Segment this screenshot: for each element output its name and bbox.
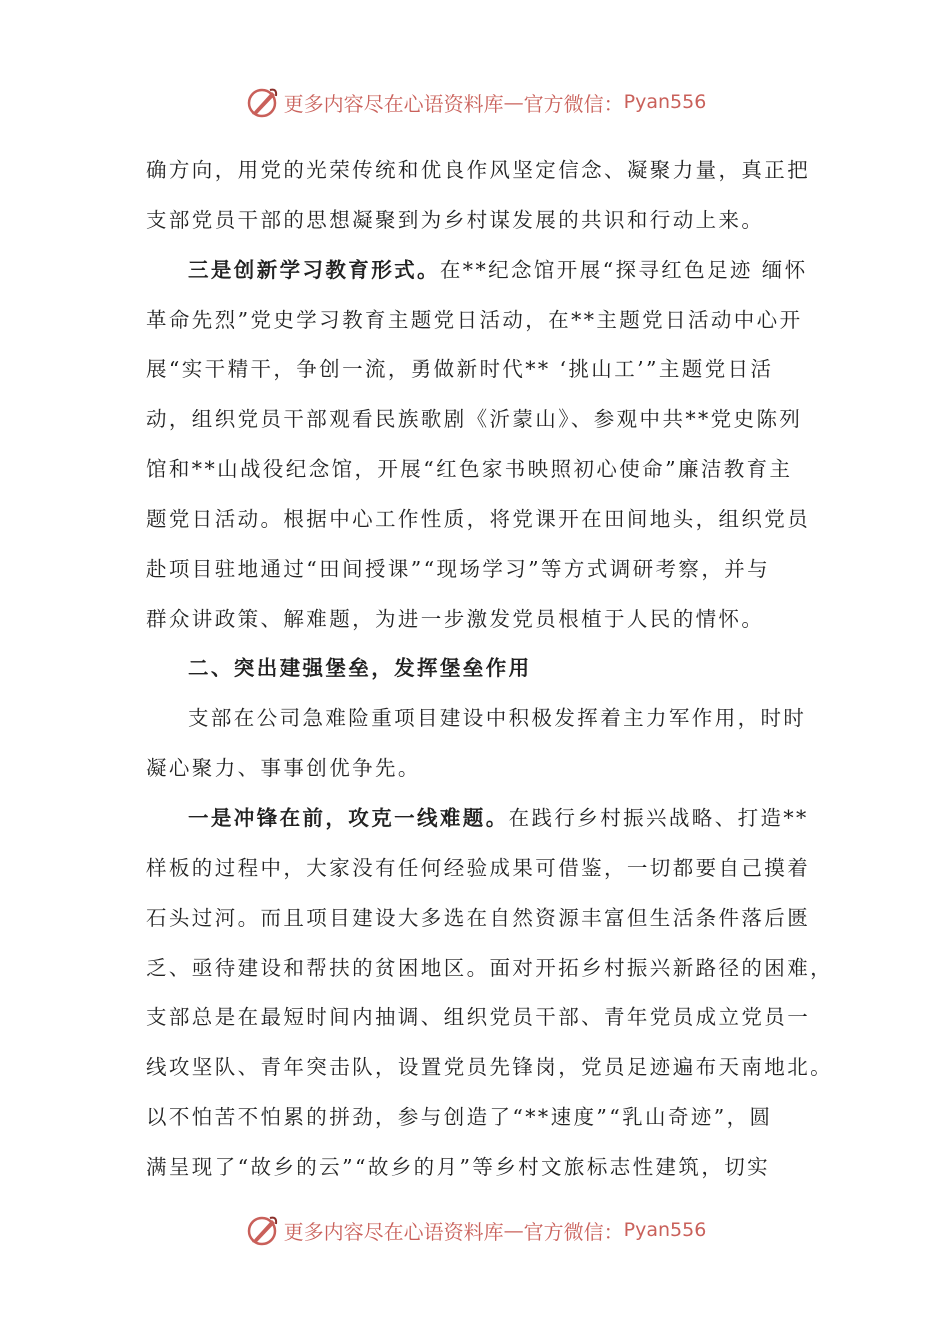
quill-logo-icon <box>244 1212 280 1248</box>
watermark-id: Pyan556 <box>623 91 707 113</box>
text-line: 支部在公司急难险重项目建设中积极发挥着主力军作用，时时 <box>188 706 807 731</box>
text-run: 在践行乡村振兴战略、打造** <box>508 805 809 830</box>
footer-watermark <box>0 1210 950 1250</box>
paragraph-lead: 三是创新学习教育形式。 <box>188 257 440 282</box>
paragraph-lead: 一是冲锋在前，攻克一线难题。 <box>188 805 509 830</box>
text-line: 以不怕苦不怕累的拼劲，参与创造了“**速度”“乳山奇迹”，圆 <box>146 1105 773 1130</box>
quill-logo-icon <box>244 84 280 120</box>
text-line: 馆和**山战役纪念馆，开展“红色家书映照初心使命”廉洁教育主 <box>146 457 793 482</box>
text-line: 展“实干精干，争创一流，勇做新时代** ‘挑山工’”主题党日活 <box>146 357 774 382</box>
watermark-label: 官方微信： <box>523 91 624 116</box>
watermark-label: 官方微信： <box>523 1219 624 1244</box>
text-line: 线攻坚队、青年突击队，设置党员先锋岗，党员足迹遍布天南地北。 <box>146 1055 833 1080</box>
watermark-brand: 更多内容尽在心语资料库 <box>283 91 504 116</box>
text-line: 确方向，用党的光荣传统和优良作风坚定信念、凝聚力量，真正把 <box>146 158 811 182</box>
text-line: 样板的过程中，大家没有任何经验成果可借鉴，一切都要自己摸着 <box>146 855 811 880</box>
watermark-separator: — <box>503 90 524 114</box>
text-line: 动，组织党员干部观看民族歌剧《沂蒙山》、参观中共**党史陈列 <box>146 407 803 432</box>
text-line: 支部党员干部的思想凝聚到为乡村谋发展的共识和行动上来。 <box>146 207 765 232</box>
text-line: 赴项目驻地通过“田间授课”“现场学习”等方式调研考察，并与 <box>146 556 771 581</box>
paragraph-start <box>146 246 818 296</box>
text-line: 群众讲政策、解难题，为进一步激发党员根植于人民的情怀。 <box>146 606 765 631</box>
text-line: 满呈现了“故乡的云”“故乡的月”等乡村文旅标志性建筑，切实 <box>146 1154 771 1179</box>
section-heading: 二、突出建强堡垒，发挥堡垒作用 <box>188 656 532 681</box>
text-line: 题党日活动。根据中心工作性质，将党课开在田间地头，组织党员 <box>146 506 811 531</box>
header-watermark <box>0 82 950 122</box>
text-line: 凝心聚力、事事创优争先。 <box>146 756 421 781</box>
text-line: 石头过河。而且项目建设大多选在自然资源丰富但生活条件落后匮 <box>146 905 811 930</box>
text-run: 在**纪念馆开展“探寻红色足迹 缅怀 <box>439 257 808 282</box>
watermark-separator: — <box>503 1218 524 1242</box>
text-line: 革命先烈”党史学习教育主题党日活动，在**主题党日活动中心开 <box>146 307 803 332</box>
text-line: 乏、亟待建设和帮扶的贫困地区。面对开拓乡村振兴新路径的困难， <box>146 955 833 980</box>
text-line: 支部总是在最短时间内抽调、组织党员干部、青年党员成立党员一 <box>146 1005 811 1030</box>
watermark-id: Pyan556 <box>623 1219 707 1241</box>
document-body <box>146 146 833 1193</box>
watermark-brand: 更多内容尽在心语资料库 <box>283 1219 504 1244</box>
paragraph-start <box>146 794 818 844</box>
